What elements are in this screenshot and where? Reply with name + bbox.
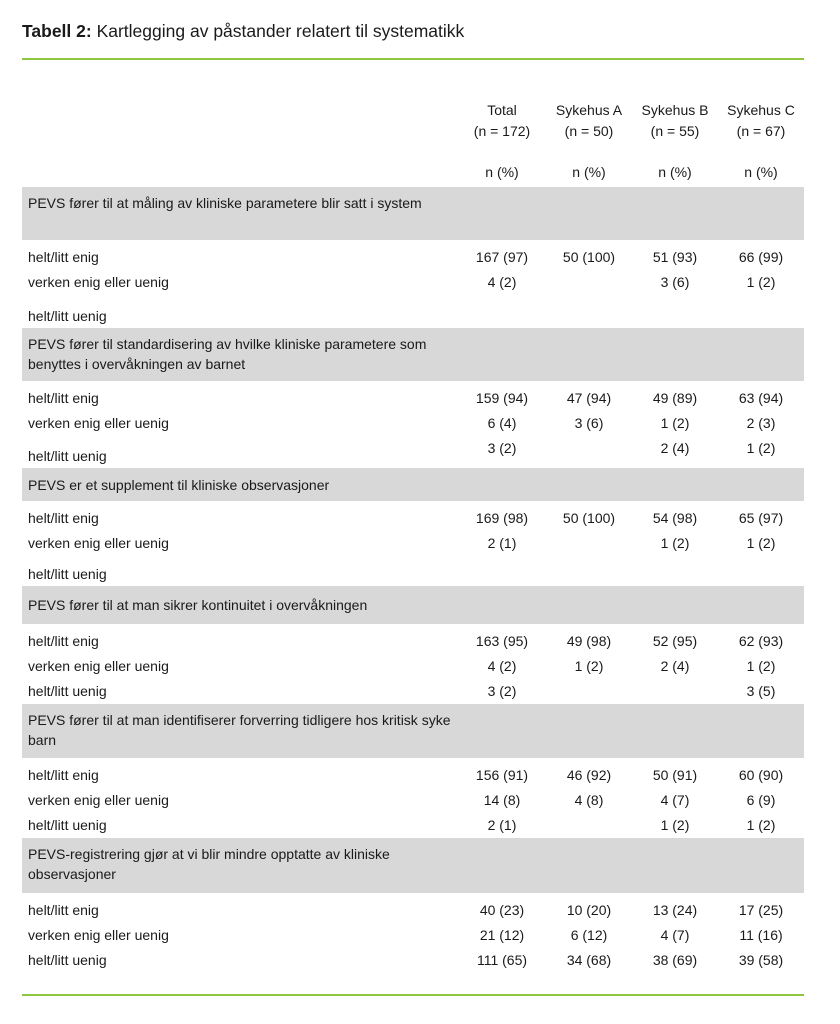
table-cell: 1 (2) <box>660 817 690 833</box>
row-label: helt/litt enig <box>28 633 99 649</box>
statement-row <box>22 468 804 501</box>
table-cell: 1 (2) <box>746 274 776 290</box>
column-n: (n = 55) <box>650 123 700 139</box>
table-cell: 47 (94) <box>566 390 612 406</box>
table-cell: 2 (4) <box>660 440 690 456</box>
statement-row <box>22 838 804 893</box>
column-unit: n (%) <box>485 164 519 180</box>
row-label: helt/litt uenig <box>28 817 107 833</box>
table-cell: 49 (89) <box>652 390 698 406</box>
column-n: (n = 172) <box>473 123 531 139</box>
table-cell: 65 (97) <box>738 510 784 526</box>
table-cell: 3 (6) <box>660 274 690 290</box>
column-unit: n (%) <box>658 164 692 180</box>
table-cell: 11 (16) <box>739 927 783 943</box>
table-row <box>22 245 804 270</box>
table-cell: 52 (95) <box>652 633 698 649</box>
row-label: helt/litt enig <box>28 902 99 918</box>
row-label: helt/litt enig <box>28 390 99 406</box>
data-table <box>22 60 804 973</box>
column-n: (n = 50) <box>564 123 614 139</box>
table-cell: 63 (94) <box>738 390 784 406</box>
column-unit: n (%) <box>572 164 606 180</box>
table-cell: 3 (2) <box>487 683 517 699</box>
table-cell: 167 (97) <box>475 249 529 265</box>
table-row <box>22 813 804 838</box>
row-label: helt/litt enig <box>28 510 99 526</box>
row-label: helt/litt uenig <box>28 952 107 968</box>
table-cell: 4 (7) <box>660 927 690 943</box>
table-cell: 46 (92) <box>566 767 612 783</box>
table-cell: 3 (2) <box>487 440 517 456</box>
statement-text: PEVS fører til at måling av kliniske parametere blir satt i system <box>28 195 422 211</box>
table-cell: 34 (68) <box>566 952 612 968</box>
table-cell: 14 (8) <box>483 792 521 808</box>
column-unit: n (%) <box>744 164 778 180</box>
column-header-sykehus-c <box>719 100 803 180</box>
bottom-divider <box>22 994 804 996</box>
table-cell: 159 (94) <box>475 390 529 406</box>
row-label: helt/litt uenig <box>28 683 107 699</box>
table-cell: 1 (2) <box>660 535 690 551</box>
table-row <box>22 788 804 813</box>
row-label: helt/litt enig <box>28 767 99 783</box>
table-cell: 2 (1) <box>487 817 517 833</box>
table-cell: 1 (2) <box>746 817 776 833</box>
statement-text: PEVS-registrering gjør at vi blir mindre opptatte av kliniske observasjoner <box>28 846 390 882</box>
row-label: helt/litt uenig <box>28 308 107 324</box>
table-cell: 4 (2) <box>487 274 517 290</box>
table-title-prefix: Tabell 2: <box>22 21 92 41</box>
table-body <box>22 187 804 973</box>
column-n: (n = 67) <box>736 123 786 139</box>
row-label: verken enig eller uenig <box>28 658 169 674</box>
table-cell: 4 (8) <box>574 792 604 808</box>
table-cell: 2 (4) <box>660 658 690 674</box>
table-cell: 156 (91) <box>475 767 529 783</box>
table-row <box>22 654 804 679</box>
row-label: verken enig eller uenig <box>28 274 169 290</box>
statement-row <box>22 586 804 624</box>
table-cell: 66 (99) <box>738 249 784 265</box>
table-cell: 6 (12) <box>570 927 608 943</box>
column-name: Sykehus A <box>555 102 623 118</box>
table-cell: 1 (2) <box>660 415 690 431</box>
table-cell: 3 (5) <box>746 683 776 699</box>
table-cell: 1 (2) <box>746 440 776 456</box>
table-row <box>22 386 804 411</box>
table-cell: 13 (24) <box>652 902 698 918</box>
table-row <box>22 295 804 328</box>
table-title-text: Kartlegging av påstander relatert til systematikk <box>96 21 465 41</box>
row-label: verken enig eller uenig <box>28 415 169 431</box>
table-cell: 6 (4) <box>487 415 517 431</box>
table-cell: 1 (2) <box>746 658 776 674</box>
table-cell: 169 (98) <box>475 510 529 526</box>
table-cell: 1 (2) <box>574 658 604 674</box>
column-name: Sykehus B <box>641 102 709 118</box>
statement-text: PEVS fører til at man sikrer kontinuitet i overvåkningen <box>28 597 368 613</box>
table-cell: 1 (2) <box>746 535 776 551</box>
table-cell: 60 (90) <box>738 767 784 783</box>
column-header-sykehus-a <box>547 100 631 180</box>
row-label: helt/litt uenig <box>28 448 107 464</box>
table-cell: 50 (100) <box>562 510 616 526</box>
row-label: helt/litt uenig <box>28 566 107 582</box>
table-row <box>22 436 804 468</box>
table-row <box>22 270 804 295</box>
table-cell: 3 (6) <box>574 415 604 431</box>
table-row <box>22 411 804 436</box>
statement-row <box>22 328 804 381</box>
row-label: verken enig eller uenig <box>28 535 169 551</box>
table-cell: 39 (58) <box>738 952 784 968</box>
table-cell: 4 (7) <box>660 792 690 808</box>
table-row <box>22 556 804 586</box>
table-row <box>22 763 804 788</box>
statement-row <box>22 704 804 758</box>
table-row <box>22 506 804 531</box>
row-label: verken enig eller uenig <box>28 792 169 808</box>
table-row <box>22 629 804 654</box>
column-name: Sykehus C <box>727 102 795 118</box>
table-cell: 40 (23) <box>479 902 525 918</box>
table-row <box>22 948 804 973</box>
table-cell: 10 (20) <box>566 902 612 918</box>
column-header-sykehus-b <box>633 100 717 180</box>
table-cell: 17 (25) <box>738 902 784 918</box>
table-cell: 38 (69) <box>652 952 698 968</box>
table-title <box>22 20 464 42</box>
table-cell: 2 (3) <box>746 415 776 431</box>
table-row <box>22 531 804 556</box>
table-cell: 2 (1) <box>487 535 517 551</box>
table-row <box>22 679 804 704</box>
column-name: Total <box>487 102 517 118</box>
table-cell: 6 (9) <box>746 792 776 808</box>
table-cell: 50 (100) <box>562 249 616 265</box>
row-label: verken enig eller uenig <box>28 927 169 943</box>
table-cell: 51 (93) <box>652 249 698 265</box>
statement-text: PEVS er et supplement til kliniske observasjoner <box>28 476 330 493</box>
table-cell: 4 (2) <box>487 658 517 674</box>
table-header <box>22 60 804 187</box>
table-cell: 163 (95) <box>475 633 529 649</box>
table-row <box>22 898 804 923</box>
table-cell: 54 (98) <box>652 510 698 526</box>
table-cell: 21 (12) <box>479 927 525 943</box>
row-label: helt/litt enig <box>28 249 99 265</box>
column-header-total <box>462 100 542 180</box>
table-cell: 50 (91) <box>652 767 698 783</box>
statement-row <box>22 187 804 240</box>
table-cell: 111 (65) <box>476 952 528 968</box>
statement-text: PEVS fører til standardisering av hvilke kliniske parametere som benyttes i overvåkningen av barnet <box>28 336 427 372</box>
table-cell: 49 (98) <box>566 633 612 649</box>
table-cell: 62 (93) <box>738 633 784 649</box>
table-row <box>22 923 804 948</box>
statement-text: PEVS fører til at man identifiserer forverring tidligere hos kritisk syke barn <box>28 712 451 748</box>
